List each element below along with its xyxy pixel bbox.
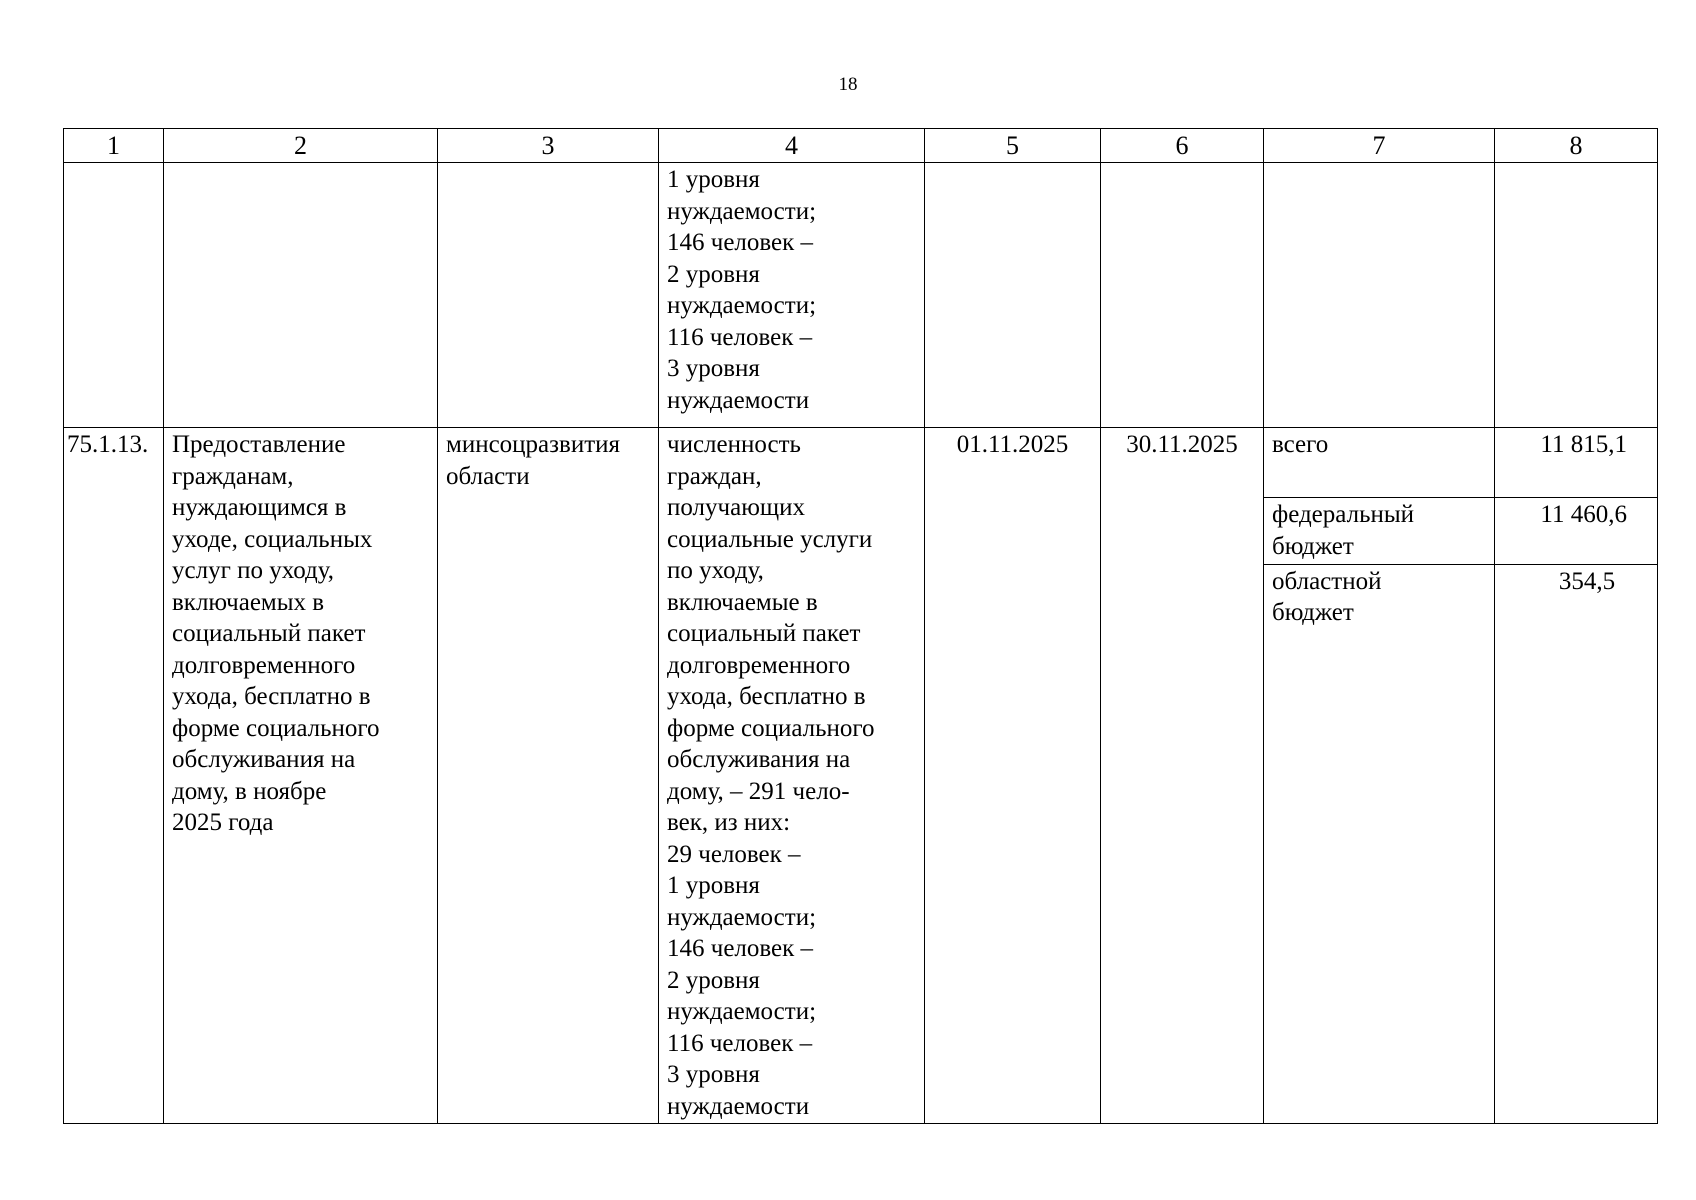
header-col-2: 2 — [164, 129, 438, 163]
header-col-4: 4 — [659, 129, 925, 163]
funding-amount-federal: 11 460,6 — [1495, 498, 1658, 565]
funding-amount-total: 11 815,1 — [1495, 428, 1658, 498]
continuation-row — [64, 163, 1658, 428]
table-row — [64, 428, 1658, 498]
continuation-cell-7 — [1264, 163, 1495, 428]
header-row — [64, 129, 1658, 163]
header-col-3: 3 — [438, 129, 659, 163]
page-number: 18 — [838, 74, 858, 95]
indicator: численность граждан, получающих социальные услуги по уходу, включаемые в социальный пакет долговременного ухода, бесплатно в форме социального обслуживания на дому, – 291 чело- век, из них: 29 человек – 1 уровня нуждаемости; 146 человек – 2 уровня нуждаемости; 116 человек – 3 уровня нуждаемости — [659, 428, 925, 1124]
continuation-cell-5 — [925, 163, 1101, 428]
funding-amount-regional: 354,5 — [1495, 564, 1658, 1123]
start-date: 01.11.2025 — [925, 428, 1101, 1124]
executor: минсоцразвития области — [438, 428, 659, 1124]
header-col-5: 5 — [925, 129, 1101, 163]
funding-source-total: всего — [1264, 428, 1495, 498]
continuation-cell-3 — [438, 163, 659, 428]
funding-source-regional: областной бюджет — [1264, 564, 1495, 1123]
row-number: 75.1.13. — [64, 428, 164, 1124]
header-col-7: 7 — [1264, 129, 1495, 163]
continuation-cell-6 — [1101, 163, 1264, 428]
activity-table — [63, 128, 1658, 1124]
end-date: 30.11.2025 — [1101, 428, 1264, 1124]
header-col-6: 6 — [1101, 129, 1264, 163]
continuation-indicator: 1 уровня нуждаемости; 146 человек – 2 уровня нуждаемости; 116 человек – 3 уровня нуждаемости — [659, 163, 925, 428]
funding-source-federal: федеральный бюджет — [1264, 498, 1495, 565]
header-col-1: 1 — [64, 129, 164, 163]
header-col-8: 8 — [1495, 129, 1658, 163]
activity-description: Предоставление гражданам, нуждающимся в уходе, социальных услуг по уходу, включаемых в социальный пакет долговременного ухода, бесплатно в форме социального обслуживания на дому, в ноябре 2025 года — [164, 428, 438, 1124]
continuation-cell-1 — [64, 163, 164, 428]
continuation-cell-2 — [164, 163, 438, 428]
continuation-cell-8 — [1495, 163, 1658, 428]
